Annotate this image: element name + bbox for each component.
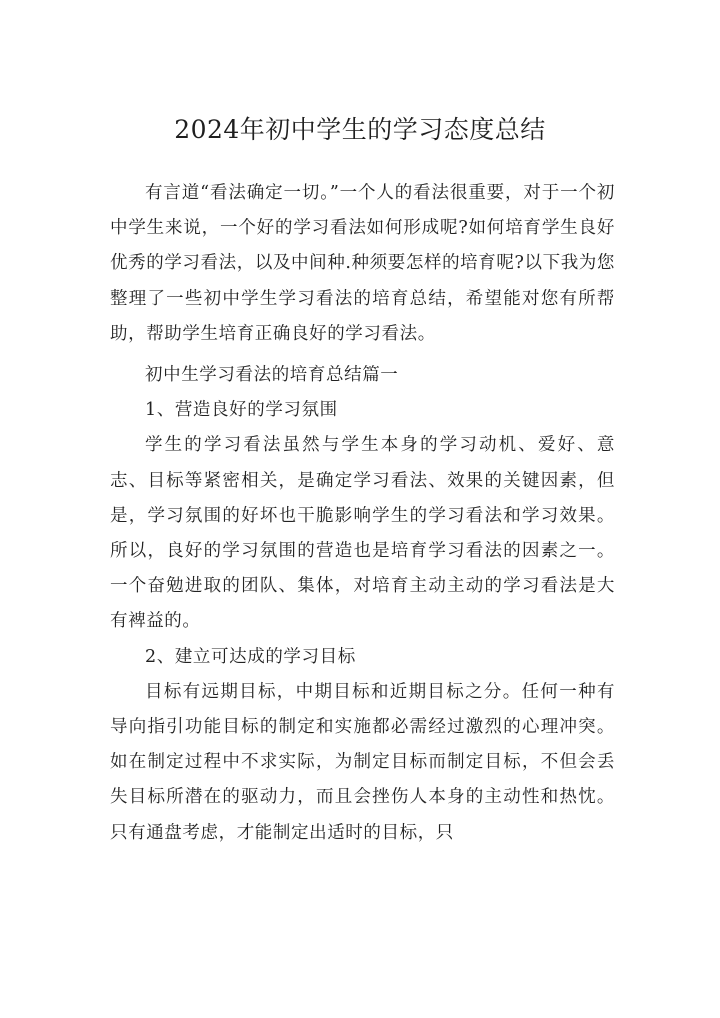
subsection-heading-1: 1、营造良好的学习氛围 bbox=[145, 400, 338, 421]
subsection-heading-2: 2、建立可达成的学习目标 bbox=[145, 646, 356, 667]
subsection-1-paragraph: 学生的学习看法虽然与学生本身的学习动机、爱好、意志、目标等紧密相关，是确定学习看法、效果的关键因素，但是，学习氛围的好坏也干脆影响学生的学习看法和学习效果。所以，良好的学习氛围的营造也是培育学习看法的因素之一。一个奋勉进取的团队、集体，对培育主动主动的学习看法是大有裨益的。 bbox=[110, 435, 615, 632]
intro-paragraph: 有言道“看法确定一切。”一个人的看法很重要，对于一个初中学生来说，一个好的学习看法如何形成呢?如何培育学生良好优秀的学习看法，以及中间种.种须要怎样的培育呢?以下我为您整理了一些初中学生学习看法的培育总结，希望能对您有所帮助，帮助学生培育正确良好的学习看法。 bbox=[110, 183, 615, 344]
subsection-2-paragraph: 目标有远期目标，中期目标和近期目标之分。任何一种有导向指引功能目标的制定和实施都必需经过激烈的心理冲突。如在制定过程中不求实际，为制定目标而制定目标，不但会丢失目标所潜在的驱动力，而且会挫伤人本身的主动性和热忱。只有通盘考虑，才能制定出适时的目标，只 bbox=[110, 681, 615, 843]
document-title: 2024年初中学生的学习态度总结 bbox=[174, 115, 546, 144]
section-heading: 初中生学习看法的培育总结篇一 bbox=[145, 365, 399, 386]
document-body bbox=[110, 176, 615, 851]
